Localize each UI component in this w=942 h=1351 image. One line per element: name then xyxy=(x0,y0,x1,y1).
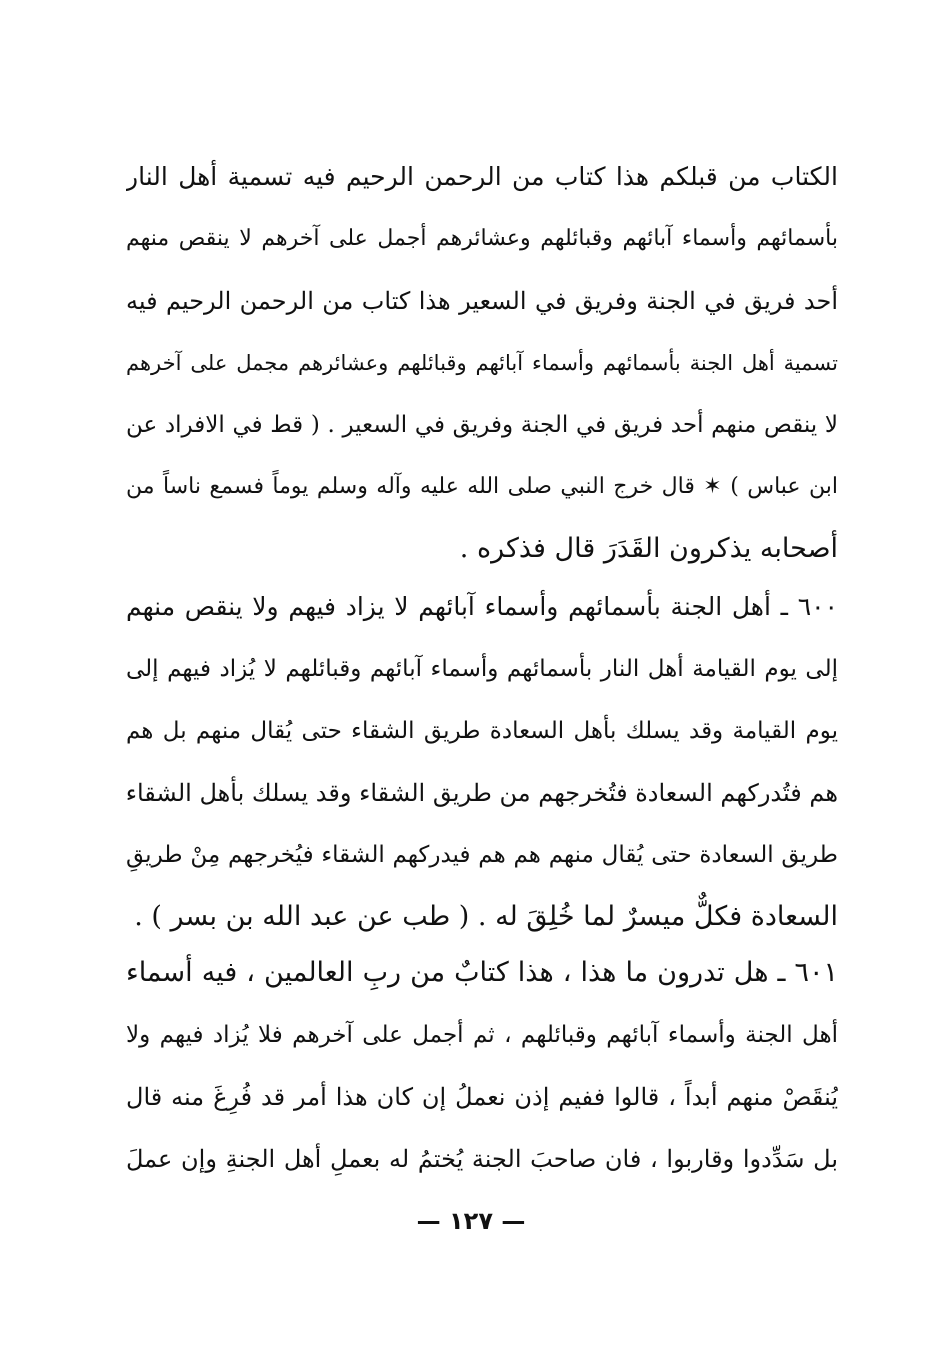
text-line: يُنقَصْ منهم أبداً ، قالوا ففيم إذن نعملُ إن كان هذا أمر قد فُرِغَ منه قال xyxy=(126,1083,838,1111)
text-line: أحد فريق في الجنة وفريق في السعير هذا كتاب من الرحمن الرحيم فيه xyxy=(126,287,838,315)
text-line: أهل الجنة وأسماء آبائهم وقبائلهم ، ثم أجمل على آخرهم فلا يُزاد فيهم ولا xyxy=(126,1022,838,1048)
text-line: ٦٠١ ـ هل تدرون ما هذا ، هذا كتابٌ من ربِ العالمين ، فيه أسماء xyxy=(126,957,838,988)
text-line: ابن عباس ) ✶ قال خرج النبي صلى الله عليه وآله وسلم يوماً فسمع ناساً من xyxy=(126,474,838,499)
text-line: السعادة فكلٌّ ميسرٌ لما خُلِقَ له . ( طب عن عبد الله بن بسر ) . xyxy=(134,901,838,932)
text-line: أصحابه يذكرون القَدَرَ قال فذكره . xyxy=(459,533,838,564)
text-line: طريق السعادة حتى يُقال منهم هم هم فيدركهم الشقاء فيُخرجهم مِنْ طريقِ xyxy=(126,842,838,868)
text-line: الكتاب من قبلكم هذا كتاب من الرحمن الرحيم فيه تسمية أهل النار xyxy=(126,162,838,191)
text-line: تسمية أهل الجنة بأسمائهم وأسماء آبائهم وقبائلهم وعشائرهم مجمل على آخرهم xyxy=(126,351,838,375)
paragraph-1 xyxy=(126,146,838,580)
text-line: يوم القيامة وقد يسلك بأهل السعادة طريق الشقاء حتى يُقال منهم بل هم xyxy=(126,718,838,744)
text-line: بل سَدِّدوا وقاربوا ، فان صاحبَ الجنة يُختمُ له بعملِ أهل الجنةِ وإن عملَ xyxy=(126,1145,838,1173)
page-number: — ١٢٧ — xyxy=(416,1207,526,1235)
text-line: هم فتُدركهم السعادة فتُخرجهم من طريق الشقاء وقد يسلك بأهل الشقاء xyxy=(126,779,838,807)
text-line: ٦٠٠ ـ أهل الجنة بأسمائهم وأسماء آبائهم لا يزاد فيهم ولا ينقص منهم xyxy=(126,592,838,621)
text-line: لا ينقص منهم أحد فريق في الجنة وفريق في السعير . ( قط في الافراد عن xyxy=(126,412,838,438)
text-line: بأسمائهم وأسماء آبائهم وقبائلهم وعشائرهم أجمل على آخرهم لا ينقص منهم xyxy=(126,226,838,251)
paragraph-3 xyxy=(126,942,838,1190)
text-line: إلى يوم القيامة أهل النار بأسمائهم وأسماء آبائهم وقبائلهم لا يُزاد فيهم إلى xyxy=(126,656,838,682)
paragraph-2 xyxy=(126,576,838,948)
